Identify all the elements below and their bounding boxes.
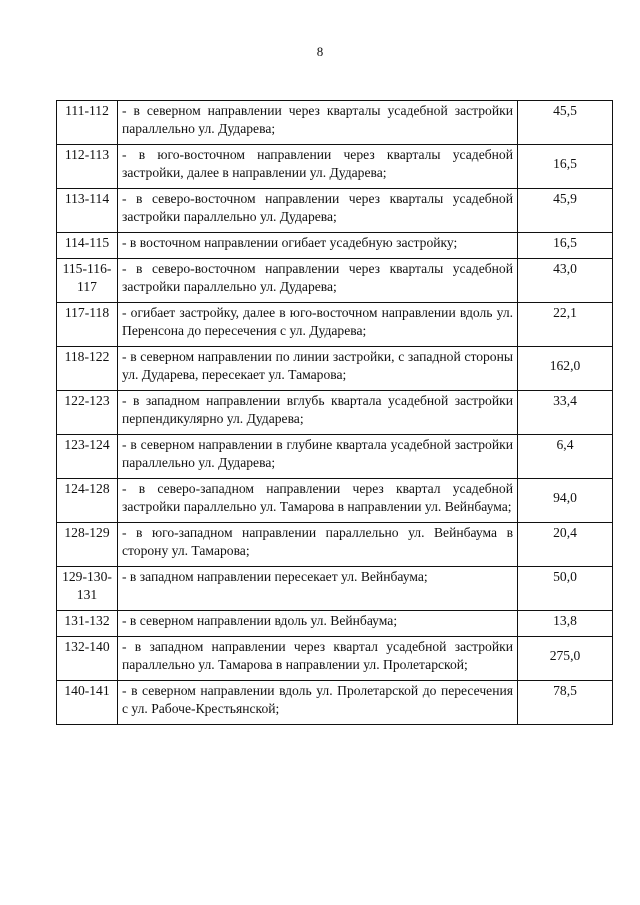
description-cell: - в западном направлении пересекает ул. Вейнбаума;: [118, 567, 518, 611]
description-cell: - огибает застройку, далее в юго-восточном направлении вдоль ул. Перенсона до пересечения с ул. Дударева;: [118, 303, 518, 347]
description-cell: - в северо-восточном направлении через кварталы усадебной застройки параллельно ул. Дударева;: [118, 259, 518, 303]
table-row: [57, 637, 613, 681]
segment-cell: 131-132: [57, 611, 118, 637]
table-row: [57, 681, 613, 725]
table-row: [57, 523, 613, 567]
segment-cell: 132-140: [57, 637, 118, 681]
table-row: [57, 259, 613, 303]
table-row: [57, 435, 613, 479]
length-cell: 13,8: [518, 611, 613, 637]
length-cell: 50,0: [518, 567, 613, 611]
length-cell: 162,0: [518, 347, 613, 391]
length-cell: 16,5: [518, 233, 613, 259]
length-cell: 20,4: [518, 523, 613, 567]
length-cell: 45,5: [518, 101, 613, 145]
segment-cell: 114-115: [57, 233, 118, 259]
segment-cell: 113-114: [57, 189, 118, 233]
description-cell: - в западном направлении вглубь квартала усадебной застройки перпендикулярно ул. Дударева;: [118, 391, 518, 435]
segment-cell: 117-118: [57, 303, 118, 347]
description-cell: - в северо-западном направлении через квартал усадебной застройки параллельно ул. Тамарова в направлении ул. Вейнбаума;: [118, 479, 518, 523]
length-cell: 6,4: [518, 435, 613, 479]
description-cell: - в северном направлении через кварталы усадебной застройки параллельно ул. Дударева;: [118, 101, 518, 145]
description-cell: - в северном направлении вдоль ул. Вейнбаума;: [118, 611, 518, 637]
table-row: [57, 567, 613, 611]
description-cell: - в восточном направлении огибает усадебную застройку;: [118, 233, 518, 259]
length-cell: 94,0: [518, 479, 613, 523]
table-row: [57, 391, 613, 435]
segment-cell: 115-116-117: [57, 259, 118, 303]
segment-cell: 128-129: [57, 523, 118, 567]
segment-cell: 129-130-131: [57, 567, 118, 611]
description-cell: - в северном направлении вдоль ул. Пролетарской до пересечения с ул. Рабоче-Крестьянской;: [118, 681, 518, 725]
description-cell: - в северном направлении по линии застройки, с западной стороны ул. Дударева, пересекает ул. Тамарова;: [118, 347, 518, 391]
segment-cell: 111-112: [57, 101, 118, 145]
segment-cell: 122-123: [57, 391, 118, 435]
length-cell: 22,1: [518, 303, 613, 347]
length-cell: 33,4: [518, 391, 613, 435]
length-cell: 43,0: [518, 259, 613, 303]
description-cell: - в западном направлении через квартал усадебной застройки параллельно ул. Тамарова в направлении ул. Пролетарской;: [118, 637, 518, 681]
length-cell: 45,9: [518, 189, 613, 233]
table-row: [57, 347, 613, 391]
segment-cell: 118-122: [57, 347, 118, 391]
description-cell: - в юго-западном направлении параллельно ул. Вейнбаума в сторону ул. Тамарова;: [118, 523, 518, 567]
segment-cell: 140-141: [57, 681, 118, 725]
table-row: [57, 303, 613, 347]
boundary-table: [56, 100, 613, 725]
table-row: [57, 101, 613, 145]
description-cell: - в северном направлении в глубине квартала усадебной застройки параллельно ул. Дударева;: [118, 435, 518, 479]
table-row: [57, 611, 613, 637]
description-cell: - в северо-восточном направлении через кварталы усадебной застройки параллельно ул. Дударева;: [118, 189, 518, 233]
page-number: 8: [316, 44, 324, 59]
table-row: [57, 189, 613, 233]
table-row: [57, 479, 613, 523]
length-cell: 275,0: [518, 637, 613, 681]
length-cell: 16,5: [518, 145, 613, 189]
table-row: [57, 145, 613, 189]
segment-cell: 123-124: [57, 435, 118, 479]
length-cell: 78,5: [518, 681, 613, 725]
segment-cell: 112-113: [57, 145, 118, 189]
description-cell: - в юго-восточном направлении через кварталы усадебной застройки, далее в направлении ул. Дударева;: [118, 145, 518, 189]
table-row: [57, 233, 613, 259]
segment-cell: 124-128: [57, 479, 118, 523]
